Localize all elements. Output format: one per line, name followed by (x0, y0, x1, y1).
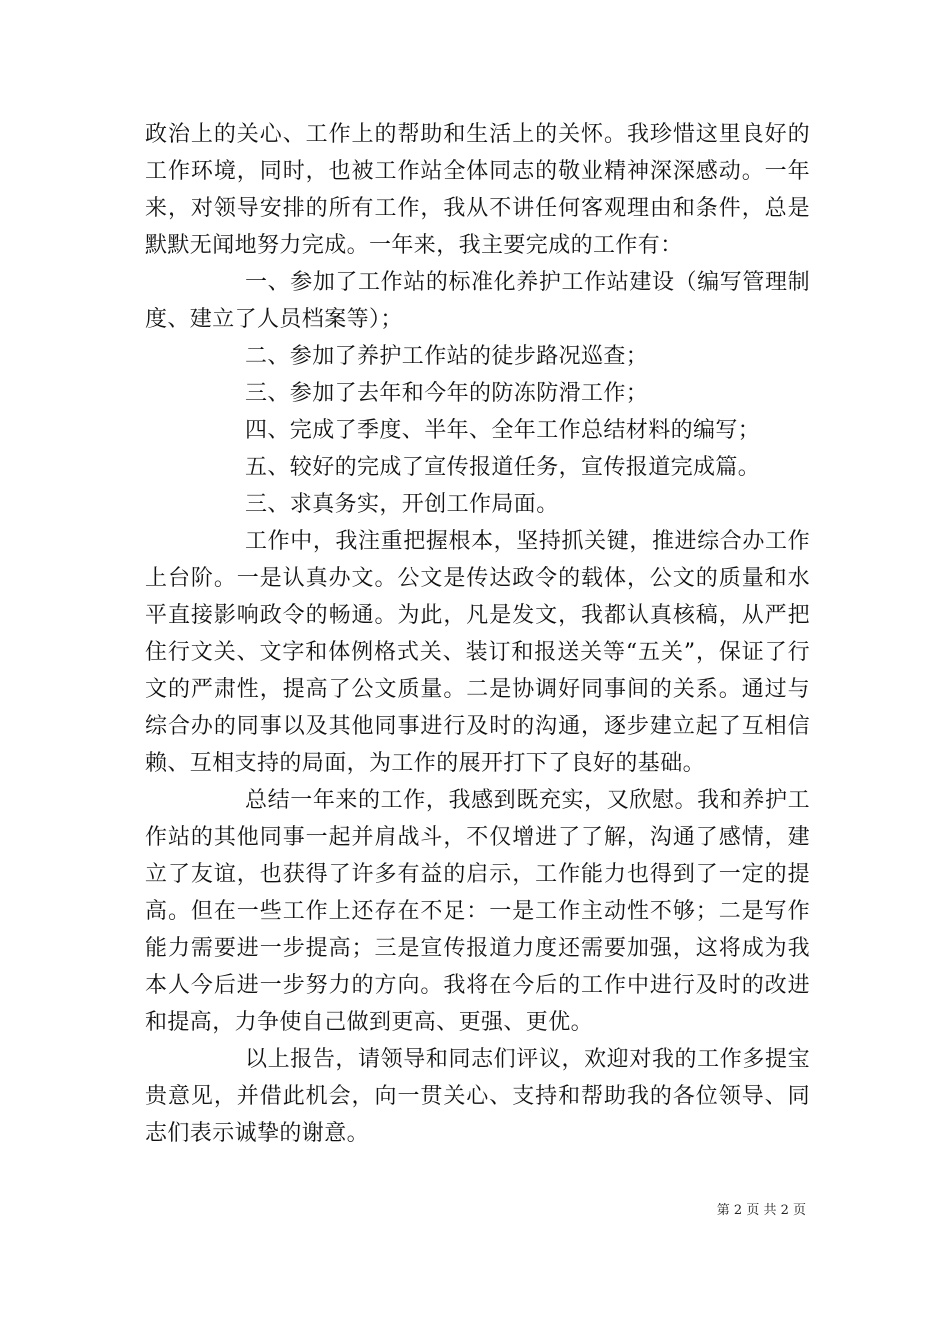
list-item-4: 四、完成了季度、半年、全年工作总结材料的编写； (245, 418, 761, 443)
section-heading: 三、求真务实，开创工作局面。 (245, 492, 559, 517)
document-body (145, 116, 810, 1152)
paragraph-summary: 总结一年来的工作，我感到既充实，又欣慰。我和养护工作站的其他同事一起并肩战斗，不仅增进了了解，沟通了感情，建立了友谊，也获得了许多有益的启示，工作能力也得到了一定的提高。但在一些工作上还存在不足：一是工作主动性不够；二是写作能力需要进一步提高；三是宣传报道力度还需要加强，这将成为我本人今后进一步努力的方向。我将在今后的工作中进行及时的改进和提高，力争使自己做到更高、更强、更优。 (145, 788, 810, 1035)
list-item-5: 五、较好的完成了宣传报道任务，宣传报道完成篇。 (245, 455, 761, 480)
page-number-footer: 第 2 页 共 2 页 (716, 1203, 806, 1218)
list-item-3: 三、参加了去年和今年的防冻防滑工作； (245, 381, 649, 406)
list-item-1: 一、参加了工作站的标准化养护工作站建设（编写管理制度、建立了人员档案等）； (145, 270, 810, 332)
paragraph-intro: 政治上的关心、工作上的帮助和生活上的关怀。我珍惜这里良好的工作环境，同时，也被工作站全体同志的敬业精神深深感动。一年来，对领导安排的所有工作，我从不讲任何客观理由和条件，总是默默无闻地努力完成。一年来，我主要完成的工作有： (145, 122, 810, 258)
paragraph-work: 工作中，我注重把握根本，坚持抓关键，推进综合办工作上台阶。一是认真办文。公文是传达政令的载体，公文的质量和水平直接影响政令的畅通。为此，凡是发文，我都认真核稿，从严把住行文关、文字和体例格式关、装订和报送关等“五关”，保证了行文的严肃性，提高了公文质量。二是协调好同事间的关系。通过与综合办的同事以及其他同事进行及时的沟通，逐步建立起了互相信赖、互相支持的局面，为工作的展开打下了良好的基础。 (145, 529, 810, 776)
list-item-2: 二、参加了养护工作站的徒步路况巡查； (245, 344, 649, 369)
paragraph-closing: 以上报告，请领导和同志们评议，欢迎对我的工作多提宝贵意见，并借此机会，向一贯关心、支持和帮助我的各位领导、同志们表示诚挚的谢意。 (145, 1047, 810, 1146)
